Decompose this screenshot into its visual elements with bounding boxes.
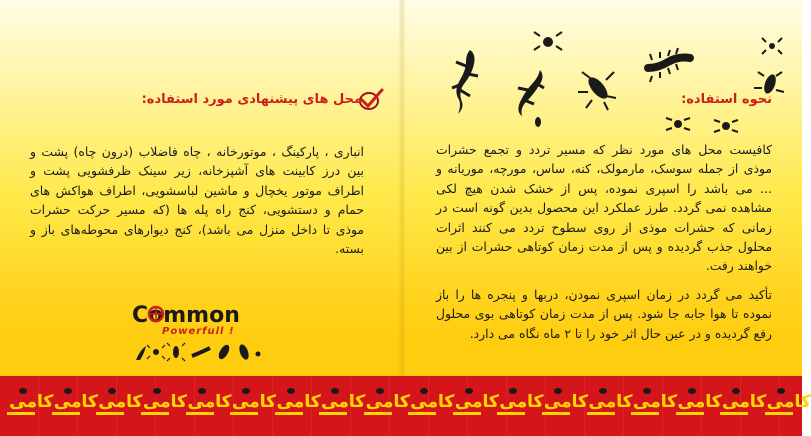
footer-brand-text: کامی bbox=[9, 392, 54, 412]
footer-brand-mark bbox=[583, 390, 633, 422]
fold-line bbox=[398, 0, 406, 376]
footer-brand-mark bbox=[761, 390, 811, 422]
footer-brand-text: کامی bbox=[454, 392, 499, 412]
brand-underline bbox=[364, 412, 392, 415]
footer-brand-mark bbox=[716, 390, 767, 422]
footer-brand-text: کامی bbox=[187, 392, 232, 412]
brand-underline bbox=[141, 412, 169, 415]
footer-brand-text: کامی bbox=[588, 392, 633, 412]
footer-brand-mark bbox=[48, 390, 98, 422]
footer-brand-mark bbox=[3, 390, 54, 422]
usage-heading: نحوه استفاده: bbox=[681, 92, 772, 107]
footer-brand-text: کامی bbox=[365, 392, 410, 412]
common-logo bbox=[132, 300, 272, 370]
footer-brand-mark bbox=[360, 390, 410, 422]
footer-brand-text: کامی bbox=[53, 392, 98, 412]
brand-underline bbox=[631, 412, 659, 415]
logo-tagline: Powerfull ! bbox=[162, 326, 235, 337]
footer-brand-text: کامی bbox=[722, 392, 767, 412]
usage-paragraph-2: تأکید می گردد در زمان اسپری نمودن، دربها و پنجره ها را باز نموده تا هوا جابه جا شود. پس از مدت زمان کوتاهی بوی محلول رفع گردیده و در عین حال اثر خود را تا ۲ ماه نگاه می دارد. bbox=[436, 286, 772, 341]
footer-brand-text: کامی bbox=[499, 392, 544, 412]
logo-word: Common bbox=[132, 303, 240, 328]
footer-brand-mark bbox=[672, 390, 722, 422]
footer-brand-strip bbox=[0, 376, 811, 436]
common-wordmark bbox=[132, 300, 264, 328]
footer-brand-mark bbox=[137, 390, 187, 422]
footer-brand-mark bbox=[315, 390, 366, 422]
footer-brand-mark bbox=[92, 390, 143, 422]
suggested-places-heading: محل های پیشنهادی مورد استفاده: bbox=[141, 92, 362, 107]
brand-underline bbox=[319, 412, 347, 415]
brand-underline bbox=[186, 412, 214, 415]
brand-underline bbox=[230, 412, 258, 415]
footer-brand-text: کامی bbox=[410, 392, 455, 412]
brand-underline bbox=[453, 412, 481, 415]
logo-insects-icon bbox=[132, 340, 262, 364]
footer-brand-mark bbox=[226, 390, 277, 422]
brand-underline bbox=[7, 412, 35, 415]
footer-brand-pattern bbox=[0, 376, 811, 436]
footer-brand-text: کامی bbox=[633, 392, 678, 412]
footer-brand-mark bbox=[182, 390, 232, 422]
footer-brand-text: کامی bbox=[766, 392, 811, 412]
usage-paragraph-1: کافیست محل های مورد نظر که مسیر تردد و تجمع حشرات موذی از جمله سوسک، مارمولک، کنه، ساس، مورچه، موریانه و ... می باشد را اسپری نموده، پس از خشک شدن هیچ لکی مشاهده نمی گردد. طرز عملکرد این محصول بدین گونه است در زمانی که حشرات موذی از روی سطوح تردد می کنند اثرات محلول جذب گردیده و پس از مدت زمان کوتاهی حشرات از بین خواهند رفت. bbox=[436, 142, 772, 274]
footer-brand-text: کامی bbox=[321, 392, 366, 412]
footer-brand-text: کامی bbox=[276, 392, 321, 412]
footer-brand-text: کامی bbox=[232, 392, 277, 412]
footer-brand-mark bbox=[493, 390, 544, 422]
brand-underline bbox=[52, 412, 80, 415]
footer-brand-text: کامی bbox=[142, 392, 187, 412]
usage-instructions bbox=[436, 140, 772, 352]
brand-underline bbox=[587, 412, 615, 415]
footer-brand-text: کامی bbox=[543, 392, 588, 412]
suggested-places-text bbox=[30, 142, 364, 258]
brand-underline bbox=[497, 412, 525, 415]
insects-silhouette-icon bbox=[430, 30, 790, 140]
suggested-places-paragraph: انباری ، پارکینگ ، موتورخانه ، چاه فاضلاب (درون چاه) پشت و بین درز کابینت های آشپزخانه، زیر سینک ظرفشویی پشت و اطراف موتور یخچال و ماشین لباسشویی، اطراف هواکش های حمام و دستشویی، کنج راه پله ها (که مسیر حرکت حشرات موذی تا داخل منزل می باشد)، کنج دیوارهای محوطه‌های باز و بسته. bbox=[30, 144, 364, 257]
footer-brand-mark bbox=[271, 390, 321, 422]
footer-brand-mark bbox=[449, 390, 499, 422]
footer-brand-text: کامی bbox=[677, 392, 722, 412]
brand-underline bbox=[676, 412, 704, 415]
footer-brand-mark bbox=[538, 390, 588, 422]
brand-underline bbox=[408, 412, 436, 415]
brand-underline bbox=[765, 412, 793, 415]
brand-underline bbox=[275, 412, 303, 415]
footer-brand-text: کامی bbox=[98, 392, 143, 412]
brand-underline bbox=[542, 412, 570, 415]
brand-underline bbox=[720, 412, 748, 415]
footer-brand-mark bbox=[404, 390, 455, 422]
brand-underline bbox=[96, 412, 124, 415]
footer-brand-mark bbox=[627, 390, 678, 422]
